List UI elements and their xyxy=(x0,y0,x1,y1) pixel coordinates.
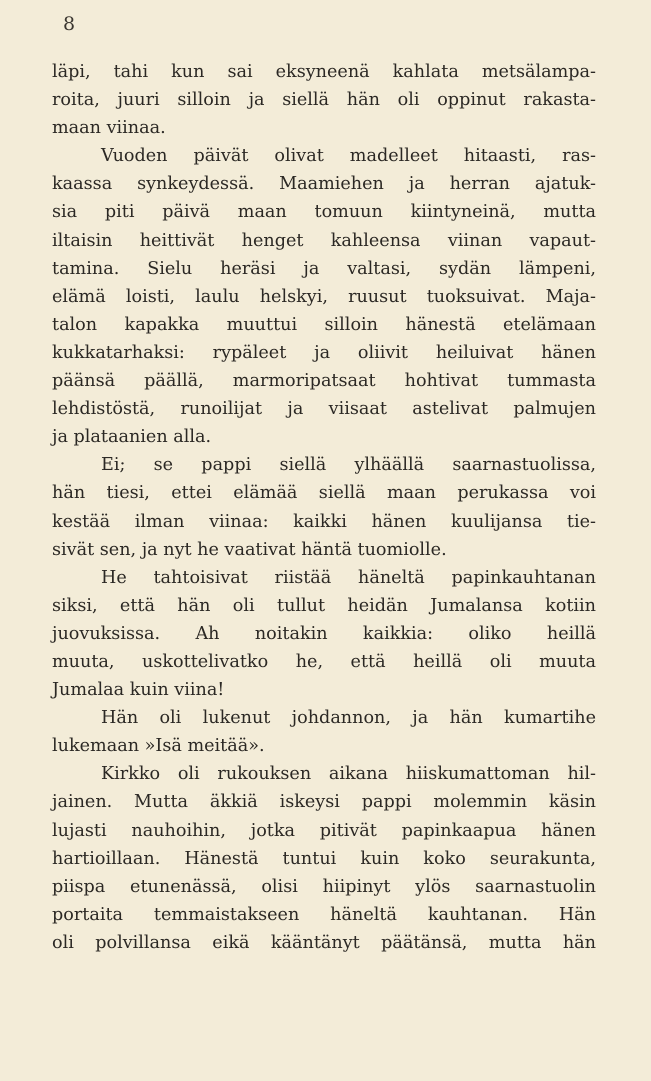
paragraph xyxy=(52,58,596,142)
paragraph xyxy=(52,564,596,704)
paragraph xyxy=(52,451,596,563)
text-line: Jumalaa kuin viina! xyxy=(52,680,225,701)
text-line: muuta, uskottelivatko he, että heillä oli muuta xyxy=(52,651,596,672)
text-line: lukemaan »Isä meitää». xyxy=(52,736,265,757)
text-line: hän tiesi, ettei elämää siellä maan perukassa voi xyxy=(52,483,596,504)
text-line: Vuoden päivät olivat madelleet hitaasti, ras- xyxy=(101,146,596,167)
text-line: kaassa synkeydessä. Maamiehen ja herran ajatuk- xyxy=(52,174,596,195)
text-line: iltaisin heittivät henget kahleensa viinan vapaut- xyxy=(52,230,596,251)
text-line: portaita temmaistakseen häneltä kauhtanan. Hän xyxy=(52,904,596,925)
text-line: roita, juuri silloin ja siellä hän oli oppinut rakasta- xyxy=(52,90,596,111)
text-line: tamina. Sielu heräsi ja valtasi, sydän lämpeni, xyxy=(52,258,596,279)
paragraph xyxy=(52,760,596,957)
text-line: kestää ilman viinaa: kaikki hänen kuulijansa tie- xyxy=(52,511,596,532)
text-line: oli polvillansa eikä kääntänyt päätänsä, mutta hän xyxy=(52,932,596,953)
text-line: He tahtoisivat riistää häneltä papinkauhtanan xyxy=(101,567,596,588)
text-line: sia piti päivä maan tomuun kiintyneinä, mutta xyxy=(52,202,596,223)
text-line: juovuksissa. Ah noitakin kaikkia: oliko heillä xyxy=(52,623,596,644)
text-line: kukkatarhaksi: rypäleet ja oliivit heiluivat hänen xyxy=(52,342,596,363)
text-line: sivät sen, ja nyt he vaativat häntä tuomiolle. xyxy=(52,539,447,560)
text-line: maan viinaa. xyxy=(52,118,166,139)
paragraph xyxy=(52,704,596,760)
text-line: siksi, että hän oli tullut heidän Jumalansa kotiin xyxy=(52,595,596,616)
text-line: Ei; se pappi siellä ylhäällä saarnastuolissa, xyxy=(101,455,596,476)
text-line: Kirkko oli rukouksen aikana hiiskumattoman hil- xyxy=(101,764,596,785)
text-line: jainen. Mutta äkkiä iskeysi pappi molemmin käsin xyxy=(52,792,596,813)
body-text xyxy=(52,58,596,957)
text-line: piispa etunenässä, olisi hiipinyt ylös saarnastuolin xyxy=(52,876,596,897)
text-line: ja plataanien alla. xyxy=(52,427,212,448)
text-line: Hän oli lukenut johdannon, ja hän kumartihe xyxy=(101,708,596,729)
text-line: talon kapakka muuttui silloin hänestä etelämaan xyxy=(52,314,596,335)
text-line: läpi, tahi kun sai eksyneenä kahlata metsälampa- xyxy=(52,62,596,82)
page-number: 8 xyxy=(63,13,76,35)
text-line: päänsä päällä, marmoripatsaat hohtivat tummasta xyxy=(52,371,596,392)
paragraph xyxy=(52,142,596,451)
text-line: lujasti nauhoihin, jotka pitivät papinkaapua hänen xyxy=(52,820,596,841)
text-line: lehdistöstä, runoilijat ja viisaat astelivat palmujen xyxy=(52,399,596,420)
text-line: elämä loisti, laulu helskyi, ruusut tuoksuivat. Maja- xyxy=(52,286,596,307)
text-line: hartioillaan. Hänestä tuntui kuin koko seurakunta, xyxy=(52,848,596,869)
